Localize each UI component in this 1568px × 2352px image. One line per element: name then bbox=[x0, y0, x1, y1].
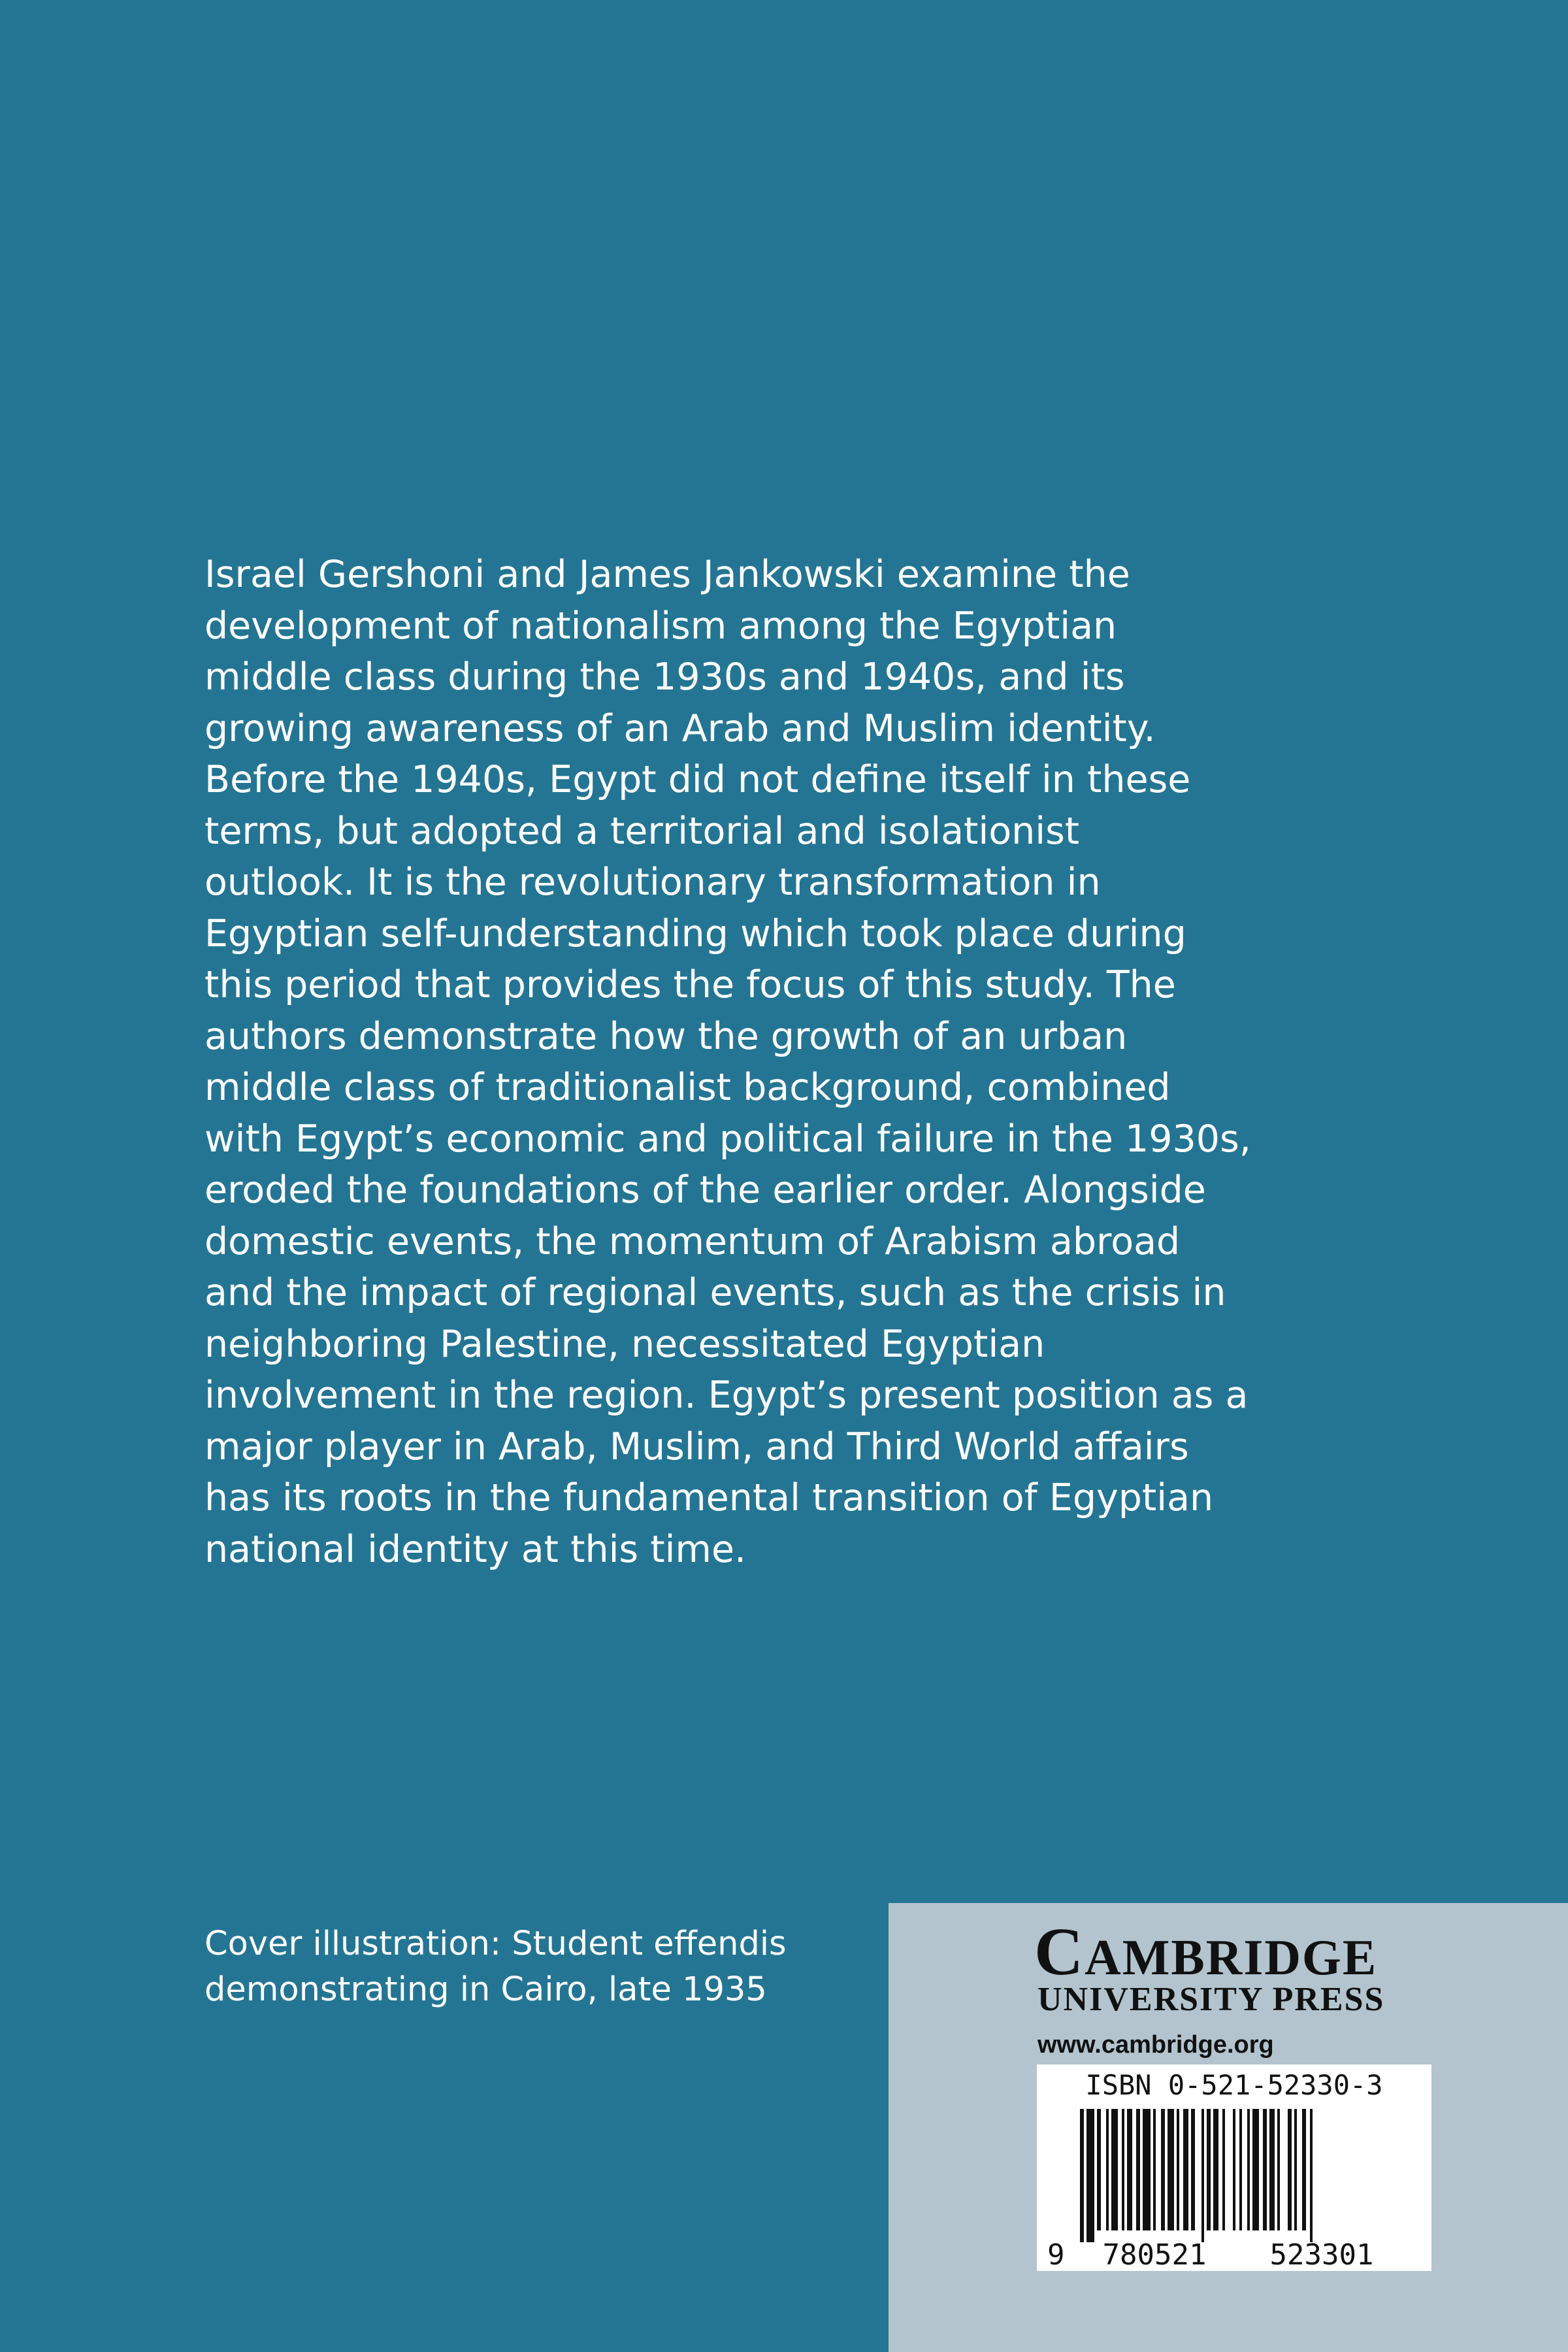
barcode-bar bbox=[1086, 2109, 1094, 2242]
barcode-bar bbox=[1302, 2109, 1306, 2230]
blurb-line: national identity at this time. bbox=[204, 1527, 747, 1571]
isbn-barcode bbox=[1037, 2064, 1431, 2271]
barcode-bar bbox=[1097, 2109, 1101, 2230]
barcode-bar bbox=[1183, 2109, 1188, 2230]
isbn-number: ISBN 0-521-52330-3 bbox=[1085, 2069, 1383, 2101]
cover-blurb bbox=[204, 549, 1400, 1575]
blurb-line: growing awareness of an Arab and Muslim identity. bbox=[204, 706, 1156, 750]
barcode-bar bbox=[1222, 2109, 1225, 2230]
publisher-name-initial: C bbox=[1034, 1914, 1085, 1989]
barcode-bar bbox=[1191, 2109, 1195, 2230]
barcode-bar bbox=[1122, 2109, 1124, 2230]
blurb-line: neighboring Palestine, necessitated Egyptian bbox=[204, 1322, 1045, 1366]
barcode-bar bbox=[1153, 2109, 1156, 2230]
barcode-icon bbox=[1037, 2105, 1431, 2271]
blurb-line: outlook. It is the revolutionary transformation in bbox=[204, 861, 1101, 904]
ean-left-digits: 780521 bbox=[1102, 2238, 1207, 2271]
barcode-bar bbox=[1207, 2109, 1211, 2230]
barcode-bar bbox=[1263, 2109, 1267, 2230]
barcode-bar bbox=[1106, 2109, 1109, 2230]
blurb-line: with Egypt’s economic and political failure in the 1930s, bbox=[204, 1117, 1251, 1161]
barcode-bar bbox=[1127, 2109, 1132, 2230]
blurb-line: middle class during the 1930s and 1940s, and its bbox=[204, 655, 1125, 699]
barcode-bar bbox=[1269, 2109, 1275, 2230]
barcode-bar bbox=[1247, 2109, 1250, 2230]
barcode-bar bbox=[1168, 2109, 1174, 2230]
cover-illustration-caption bbox=[204, 1921, 787, 2013]
ean-right-digits: 523301 bbox=[1269, 2238, 1374, 2271]
blurb-line: domestic events, the momentum of Arabism abroad bbox=[204, 1219, 1181, 1263]
barcode-bar bbox=[1310, 2109, 1313, 2242]
barcode-bar bbox=[1233, 2109, 1235, 2230]
caption-line: Cover illustration: Student effendis bbox=[204, 1925, 787, 1963]
publisher-url: www.cambridge.org bbox=[1037, 2031, 1274, 2059]
barcode-bar bbox=[1177, 2109, 1179, 2230]
ean-first-digit: 9 bbox=[1047, 2238, 1065, 2271]
blurb-line: eroded the foundations of the earlier order. Alongside bbox=[204, 1168, 1206, 1212]
barcode-bar bbox=[1080, 2109, 1084, 2242]
blurb-line: and the impact of regional events, such as the crisis in bbox=[204, 1271, 1226, 1314]
blurb-line: terms, but adopted a territorial and isolationist bbox=[204, 809, 1080, 853]
barcode-bar bbox=[1136, 2109, 1140, 2230]
publisher-name-rest: AMBRIDGE bbox=[1085, 1929, 1378, 1985]
publisher-logo bbox=[1034, 1914, 1378, 1989]
barcode-bar bbox=[1111, 2109, 1118, 2230]
blurb-line: development of nationalism among the Egyptian bbox=[204, 604, 1117, 648]
blurb-line: major player in Arab, Muslim, and Third World affairs bbox=[204, 1425, 1189, 1468]
barcode-bar bbox=[1252, 2109, 1259, 2230]
blurb-line: Egyptian self-understanding which took place during bbox=[204, 912, 1186, 955]
blurb-line: this period that provides the focus of this study. The bbox=[204, 963, 1176, 1006]
blurb-line: involvement in the region. Egypt’s present position as a bbox=[204, 1374, 1249, 1417]
blurb-line: middle class of traditionalist background, combined bbox=[204, 1066, 1171, 1109]
blurb-line: authors demonstrate how the growth of an urban bbox=[204, 1014, 1128, 1058]
caption-line: demonstrating in Cairo, late 1935 bbox=[204, 1970, 767, 2009]
publisher-subtitle: UNIVERSITY PRESS bbox=[1037, 1981, 1385, 2018]
blurb-line: Israel Gershoni and James Jankowski examine the bbox=[204, 553, 1130, 596]
barcode-bar bbox=[1288, 2109, 1292, 2230]
barcode-bar bbox=[1201, 2109, 1204, 2242]
barcode-bar bbox=[1213, 2109, 1218, 2230]
barcode-bar bbox=[1143, 2109, 1151, 2230]
blurb-line: Before the 1940s, Egypt did not define itself in these bbox=[204, 758, 1191, 801]
publisher-panel bbox=[889, 1903, 1568, 2352]
barcode-bar bbox=[1277, 2109, 1280, 2230]
barcode-bar bbox=[1294, 2109, 1297, 2230]
blurb-line: has its roots in the fundamental transition of Egyptian bbox=[204, 1476, 1214, 1519]
barcode-bar bbox=[1161, 2109, 1165, 2230]
barcode-bar bbox=[1239, 2109, 1242, 2230]
